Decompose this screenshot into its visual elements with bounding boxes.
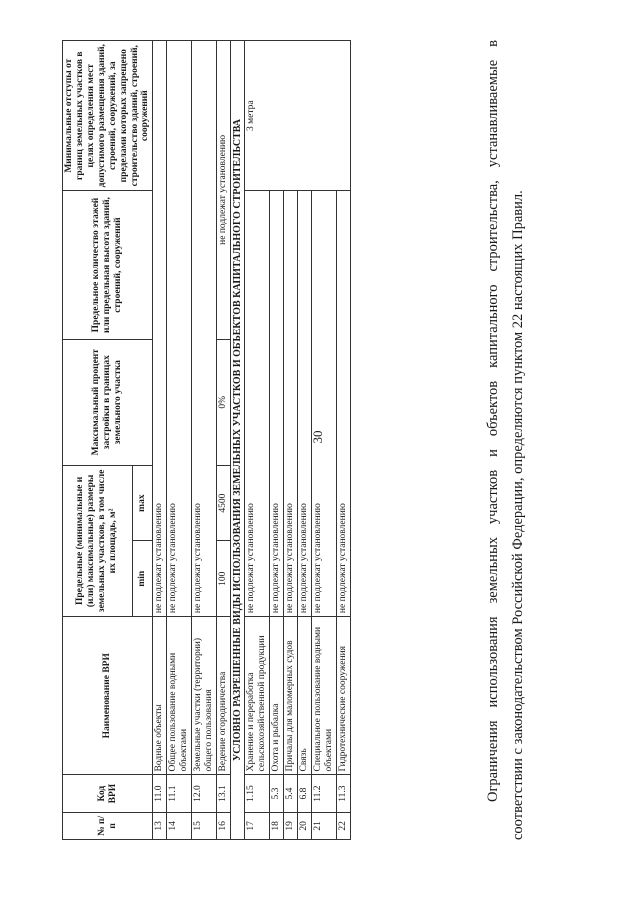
cell-value: не подлежат установлению [153,41,167,617]
vri-table [62,40,351,840]
section-title: УСЛОВНО РАЗРЕШЕННЫЕ ВИДЫ ИСПОЛЬЗОВАНИЯ ЗЕМЕЛЬНЫХ УЧАСТКОВ И ОБЪЕКТОВ КАПИТАЛЬНОГО СТРОИТЕЛЬСТВА [230,41,245,840]
table-row [153,41,167,840]
cell-name: Общее пользование водными объектами [167,617,192,775]
cell-num: 13 [153,812,167,839]
header-distance: Минимальные отступы от границ земельных участков в целях определения мест допустимого размещения зданий, строений, сооружений, за пределами которых запрещено строительство зданий, строений, сооружений [63,41,153,191]
cell-num: 15 [192,812,217,839]
cell-code: 13.1 [216,775,230,812]
cell-value: не подлежат установлению [312,191,337,617]
cell-max: 4500 [216,465,230,541]
restrictions-note: Ограничения использования земельных участков и объектов капитального строительства, устанавливаемые в соответствии с законодательством Российской Федерации, определяются пунктом 22 настоящих Правил. [484,40,526,840]
rotated-content [62,40,542,840]
header-code: Код ВРИ [63,775,153,812]
cell-name: Земельные участки (территории) общего пользования [192,617,217,775]
header-num: № п/п [63,812,153,839]
cell-min: 100 [216,541,230,617]
cell-num: 14 [167,812,192,839]
header-min: min [132,541,153,617]
section-row [230,41,245,840]
cell-value: не подлежат установлению [336,191,350,617]
cell-num: 20 [298,812,312,839]
table-row [167,41,192,840]
table-row [216,41,230,840]
cell-num: 22 [336,812,350,839]
cell-code: 11.0 [153,775,167,812]
cell-name: Причалы для маломерных судов [284,617,298,775]
cell-value: не подлежат установлению [192,41,217,617]
header-max: max [132,465,153,541]
cell-name: Водные объекты [153,617,167,775]
cell-value: не подлежат установлению [270,191,284,617]
cell-code: 5.3 [270,775,284,812]
cell-value: не подлежат установлению [245,191,270,617]
cell-value: не подлежат установлению [167,41,192,617]
cell-code: 5.4 [284,775,298,812]
cell-code: 11.2 [312,775,337,812]
cell-floors: не подлежат установлению [216,41,230,340]
cell-value: не подлежат установлению [284,191,298,617]
cell-num: 21 [312,812,337,839]
cell-code: 11.1 [167,775,192,812]
cell-num: 16 [216,812,230,839]
cell-code: 1.15 [245,775,270,812]
cell-percent: 0% [216,339,230,465]
header-percent: Максимальный процент застройки в границах земельного участка [63,339,153,465]
cell-num: 19 [284,812,298,839]
cell-code: 6.8 [298,775,312,812]
cell-name: Хранение и переработка сельскохозяйственной продукции [245,617,270,775]
cell-name: Гидротехнические сооружения [336,617,350,775]
page-number: 30 [310,430,325,444]
cell-name: Связь [298,617,312,775]
cell-code: 11.3 [336,775,350,812]
cell-num: 18 [270,812,284,839]
cell-name: Ведение огородничества [216,617,230,775]
cell-code: 12.0 [192,775,217,812]
table-row [192,41,217,840]
cell-name: Специальное пользование водными объектами [312,617,337,775]
table-header-row [63,41,133,840]
cell-value: не подлежат установлению [298,191,312,617]
cell-num: 17 [245,812,270,839]
header-floors: Предельное количество этажей или предельная высота зданий, строений, сооружений [63,191,153,339]
header-area: Предельные (минимальные и (или) максимальные) размеры земельных участков, в том числе их площадь, м² [63,465,133,616]
table-row [245,41,270,840]
cell-distance: 3 метра [245,41,350,191]
header-name: Наименование ВРИ [63,617,153,775]
cell-name: Охота и рыбалка [270,617,284,775]
